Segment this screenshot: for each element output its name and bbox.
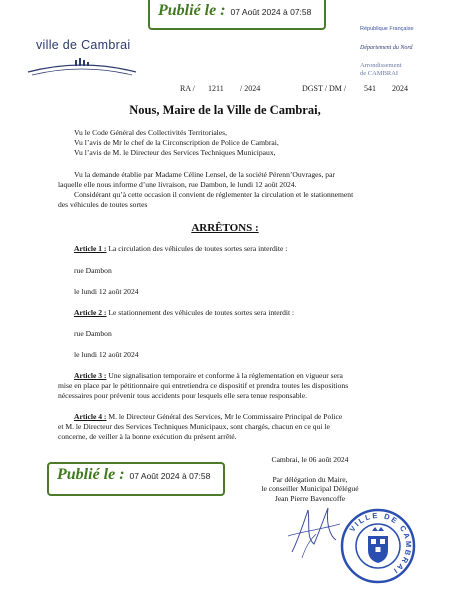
- article-1-street: rue Dambon: [74, 266, 112, 275]
- article-2: [74, 308, 294, 318]
- city-seal-icon: [338, 506, 418, 586]
- article-2-date: le lundi 12 août 2024: [74, 350, 139, 359]
- dgst-label: DGST / DM /: [302, 84, 347, 93]
- article-4-line2: et M. le Directeur des Services Techniques Municipaux, sont chargés, chacun en ce qui le: [58, 422, 330, 431]
- article-4-line1: M. le Directeur Général des Services, Mr le Commissaire Principal de Police: [108, 412, 343, 421]
- article-2-text: Le stationnement des véhicules de toutes sortes sera interdit :: [108, 308, 295, 317]
- logo-text: ville de Cambrai: [36, 38, 131, 52]
- seal-text: VILLE DE CAMBRAI: [347, 510, 414, 577]
- arretons-heading: ARRÊTONS :: [191, 222, 259, 234]
- article-4: [74, 412, 342, 422]
- dgst-number: 541: [364, 84, 376, 93]
- visa-line: Vu l’avis de Mr le chef de la Circonscription de Police de Cambrai,: [74, 138, 279, 147]
- stamp-datetime: 07 Août 2024 à 07:58: [230, 7, 312, 17]
- article-1-date: le lundi 12 août 2024: [74, 287, 139, 296]
- article-4-line3: concerne, de veiller à la bonne exécution du présent arrêté.: [58, 432, 237, 441]
- article-1: [74, 244, 287, 254]
- logo-skyline-icon: [26, 52, 138, 78]
- visa-line: Vu le Code Général des Collectivités Territoriales,: [74, 128, 228, 137]
- republic-label: République Française: [360, 26, 414, 32]
- arrondissement-line2: de CAMBRAI: [360, 69, 399, 77]
- signature-role: le conseiller Municipal Délégué: [261, 484, 359, 494]
- administrative-header: [360, 26, 414, 78]
- dgst-year: 2024: [392, 84, 408, 93]
- demande-line: laquelle elle nous informe d’une livraison, rue Dambon, le lundi 12 août 2024.: [58, 180, 297, 189]
- page-title: Nous, Maire de la Ville de Cambrai,: [129, 103, 321, 117]
- article-2-label: Article 2 :: [74, 308, 107, 317]
- demande-line: des véhicules de toutes sortes: [58, 200, 148, 209]
- publication-stamp-bottom: [47, 462, 225, 496]
- ra-year: / 2024: [240, 84, 261, 93]
- stamp-label: Publié le :: [158, 2, 226, 19]
- article-1-label: Article 1 :: [74, 244, 107, 253]
- signature-delegation: Par délégation du Maire,: [272, 474, 348, 484]
- signature-name: Jean Pierre Bavencoffe: [274, 493, 346, 503]
- demande-line: Considérant qu’à cette occasion il convient de réglementer la circulation et le stationnement: [74, 190, 354, 199]
- article-3-label: Article 3 :: [74, 371, 107, 380]
- article-3-line1: Une signalisation temporaire et conforme à la réglementation en vigueur sera: [108, 371, 343, 380]
- signature-place-date: Cambrai, le 06 août 2024: [271, 455, 349, 464]
- signature-block: [244, 455, 376, 503]
- article-4-label: Article 4 :: [74, 412, 107, 421]
- demande-line: Vu la demande établie par Madame Céline Lensel, de la société Pérenn’Ouvrages, par: [74, 170, 335, 179]
- city-logo: [26, 38, 138, 78]
- publication-stamp-top: [148, 0, 326, 30]
- article-2-street: rue Dambon: [74, 329, 112, 338]
- visa-line: Vu l’avis de M. le Directeur des Services Techniques Municipaux,: [74, 148, 276, 157]
- article-1-text: La circulation des véhicules de toutes sortes sera interdite :: [108, 244, 288, 253]
- article-3-line3: nécessaires pour prévenir tous accidents pour lesquels elle sera tenue responsable.: [58, 391, 308, 400]
- handwritten-signature-icon: [284, 500, 344, 560]
- stamp-label: Publié le :: [57, 466, 125, 483]
- ra-number: 1211: [208, 84, 224, 93]
- arrondissement-line1: Arrondissement: [360, 62, 402, 70]
- ra-label: RA /: [180, 84, 195, 93]
- stamp-datetime: 07 Août 2024 à 07:58: [129, 471, 211, 481]
- article-3: [74, 371, 343, 381]
- department-label: Département du Nord: [360, 44, 413, 51]
- article-3-line2: mise en place par le pétitionnaire qui entretiendra ce dispositif et prendra toutes les dispositions: [58, 381, 349, 390]
